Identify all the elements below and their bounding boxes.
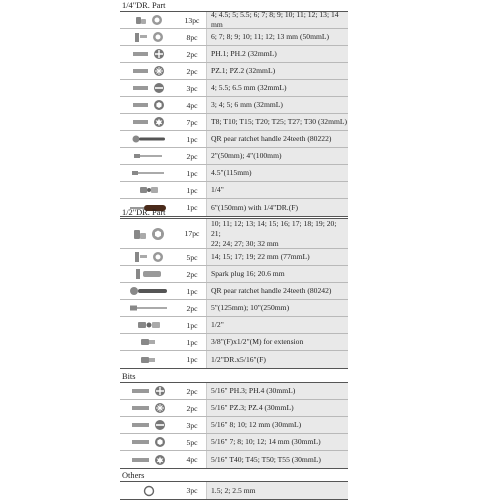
table-row [120,148,348,165]
description: 4; 5.5; 6.5 mm (32mmL) [206,80,348,96]
section-title: Others [122,471,145,480]
quantity: 1pc [186,337,198,347]
quantity: 4pc [186,100,198,110]
socket-icon [152,251,164,263]
bit-icon [133,67,149,75]
adapter-icon [141,337,157,347]
table-row [120,131,348,148]
quantity: 3pc [186,83,198,93]
extension-bar-icon [134,152,164,160]
description: 3/8"(F)x1/2"(M) for extension [206,334,348,350]
quantity: 1pc [186,320,198,330]
phillips-tip-icon [153,48,165,60]
description-line-2: 22; 24; 27; 30; 32 mm [211,238,279,248]
table-row [120,417,348,434]
quantity: 5pc [186,437,198,447]
deep-socket-icon [134,31,148,43]
description: PZ.1; PZ.2 (32mmL) [206,63,348,79]
pozidriv-tip-icon [154,402,166,414]
table-row [120,114,348,131]
section-half-drive [120,207,348,369]
bit-icon [133,84,149,92]
description: 6; 7; 8; 9; 10; 11; 12; 13 mm (50mmL) [206,29,348,45]
quantity: 1pc [186,134,198,144]
o-ring-icon [142,485,156,497]
description: T8; T10; T15; T20; T25; T27; T30 (32mmL) [206,114,348,130]
bit-icon [133,101,149,109]
description: 4; 4.5; 5; 5.5; 6; 7; 8; 9; 10; 11; 12; 13; 14 mm [206,12,348,28]
description: 4.5"(115mm) [206,165,348,181]
description: 2"(50mm); 4"(100mm) [206,148,348,164]
ratchet-handle-icon [130,286,168,296]
table-row [120,482,348,499]
section-quarter-drive [120,0,348,217]
universal-joint-icon [138,320,160,330]
description-line-1: 10; 11; 12; 13; 14; 15; 16; 17; 18; 19; 20; 21; [211,218,337,238]
description: 5/16" 8; 10; 12 mm (30mmL) [206,417,348,433]
torx-tip-icon [154,454,166,466]
description: PH.1; PH.2 (32mmL) [206,46,348,62]
socket-set-icon [133,227,147,241]
section-bits [120,371,348,469]
torx-tip-icon [153,116,165,128]
quantity: 8pc [186,32,198,42]
description: 1.5; 2; 2.5 mm [206,482,348,499]
parts-table [120,11,348,217]
quantity: 2pc [186,386,198,396]
quantity: 2pc [186,151,198,161]
quantity: 3pc [186,420,198,430]
ratchet-handle-icon [132,134,166,144]
quantity: 4pc [186,455,198,464]
description: 5/16" 7; 8; 10; 12; 14 mm (30mmL) [206,434,348,450]
quantity: 2pc [186,66,198,76]
section-title: 1/2"DR. Part [122,208,166,217]
socket-set-icon [135,14,147,26]
description: 5/16" PZ.3; PZ.4 (30mmL) [206,400,348,416]
bit-icon [132,456,150,464]
socket-icon [151,14,163,26]
table-row [120,317,348,334]
quantity: 1pc [186,355,198,364]
hex-tip-icon [153,99,165,111]
table-row [120,266,348,283]
table-row [120,451,348,468]
section-title: 1/4"DR. Part [122,1,166,10]
description: QR pear ratchet handle 24teeth (80242) [206,283,348,299]
table-row [120,97,348,114]
quantity: 3pc [186,486,198,495]
quantity: 1pc [186,168,198,178]
phillips-tip-icon [154,385,166,397]
table-row [120,29,348,46]
description: 1/4" [206,182,348,198]
universal-joint-icon [140,185,158,195]
parts-table [120,218,348,369]
description: 5"(125mm); 10"(250mm) [206,300,348,316]
bit-icon [132,387,150,395]
description: Spark plug 16; 20.6 mm [206,266,348,282]
table-row [120,219,348,249]
hex-tip-icon [154,436,166,448]
quantity: 2pc [186,303,198,313]
bit-icon [132,421,150,429]
description: 5/16" T40; T45; T50; T55 (30mmL) [206,451,348,468]
description: QR pear ratchet handle 24teeth (80222) [206,131,348,147]
quantity: 2pc [186,269,198,279]
quantity: 2pc [186,403,198,413]
table-row [120,80,348,97]
bit-icon [132,404,150,412]
quantity: 1pc [186,286,198,296]
description: 3; 4; 5; 6 mm (32mmL) [206,97,348,113]
table-row [120,182,348,199]
table-row [120,300,348,317]
table-row [120,165,348,182]
slotted-tip-icon [153,82,165,94]
description: 5/16" PH.3; PH.4 (30mmL) [206,383,348,399]
description: 1/2" [206,317,348,333]
bit-icon [133,118,149,126]
table-row [120,434,348,451]
deep-socket-icon [134,251,148,263]
description: 14; 15; 17; 19; 22 mm (77mmL) [206,249,348,265]
table-row [120,383,348,400]
table-row [120,283,348,300]
quantity: 2pc [186,49,198,59]
table-row [120,400,348,417]
extension-bar-icon [132,169,166,177]
bit-icon [133,50,149,58]
bit-icon [132,438,150,446]
quantity: 5pc [186,252,198,262]
quantity: 7pc [186,117,198,127]
slotted-tip-icon [154,419,166,431]
table-row [120,63,348,80]
pozidriv-tip-icon [153,65,165,77]
description: 6"(150mm) with 1/4"DR.(F) [206,199,348,216]
table-row [120,46,348,63]
extension-bar-icon [130,304,168,312]
section-others [120,470,348,500]
table-row [120,351,348,368]
table-row [120,12,348,29]
spark-plug-socket-icon [135,268,163,280]
socket-icon [152,31,164,43]
table-row [120,249,348,266]
parts-table [120,382,348,469]
table-row [120,334,348,351]
description [206,219,348,248]
quantity: 1pc [186,185,198,195]
quantity: 17pc [184,229,200,238]
socket-icon [151,227,165,241]
section-title: Bits [122,372,136,381]
adapter-icon [141,355,157,365]
description: 1/2"DR.x5/16"(F) [206,351,348,368]
quantity: 13pc [184,15,200,25]
quantity: 1pc [186,203,198,212]
parts-table [120,481,348,500]
